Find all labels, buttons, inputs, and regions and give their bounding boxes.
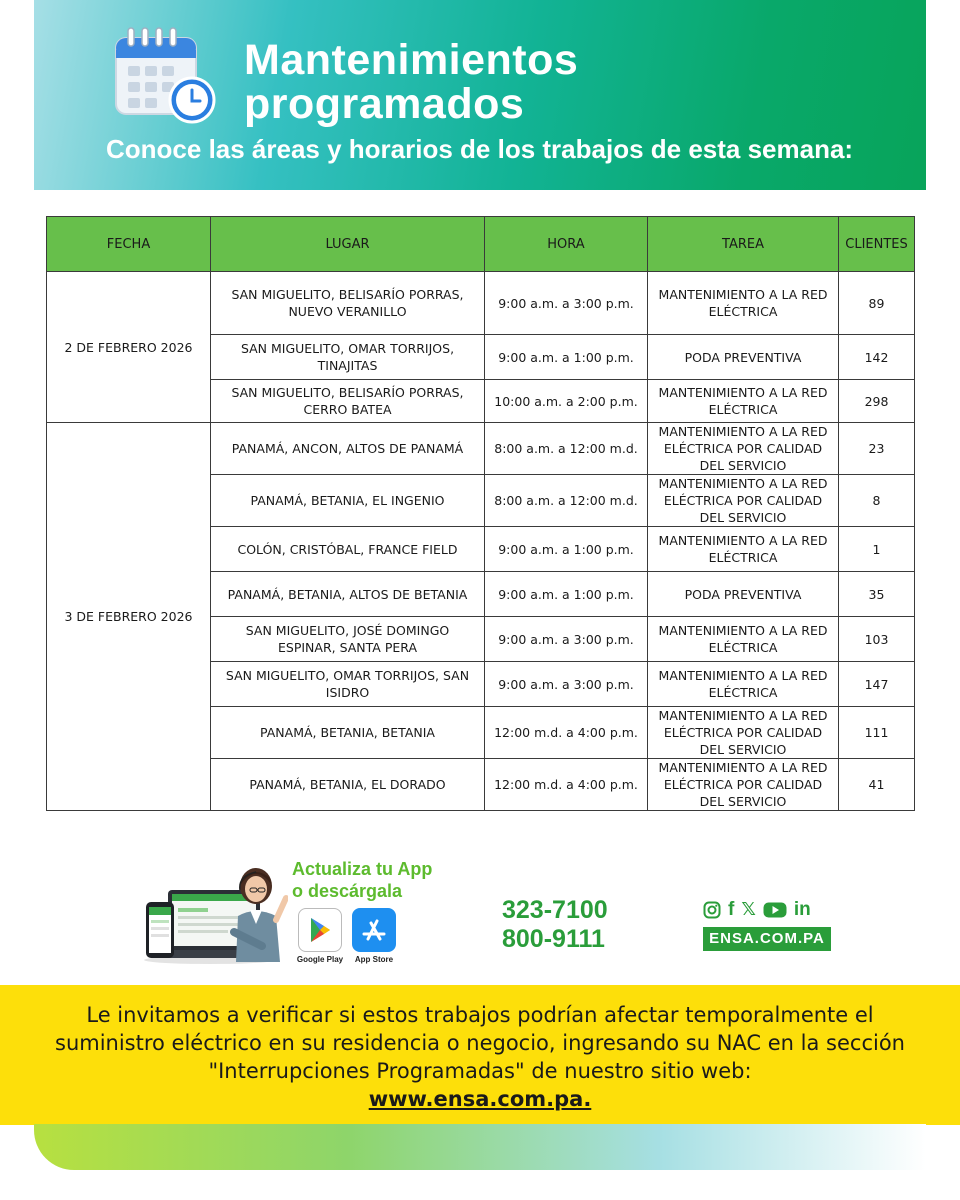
lugar-cell: SAN MIGUELITO, JOSÉ DOMINGO ESPINAR, SANTA PERA — [211, 617, 485, 662]
hora-cell: 9:00 a.m. a 3:00 p.m. — [485, 617, 648, 662]
hora-cell: 12:00 m.d. a 4:00 p.m. — [485, 707, 648, 759]
title-line-1: Mantenimientos — [244, 36, 579, 84]
clientes-cell: 147 — [839, 662, 915, 707]
clientes-cell: 111 — [839, 707, 915, 759]
tarea-cell: MANTENIMIENTO A LA RED ELÉCTRICA — [648, 272, 839, 335]
app-promo-line-1: Actualiza tu App — [292, 859, 433, 879]
hora-cell: 9:00 a.m. a 1:00 p.m. — [485, 527, 648, 572]
google-play-label: Google Play — [296, 955, 344, 964]
youtube-icon[interactable] — [763, 901, 787, 919]
tarea-cell: MANTENIMIENTO A LA RED ELÉCTRICA POR CALIDAD DEL SERVICIO — [648, 475, 839, 527]
lugar-cell: PANAMÁ, ANCON, ALTOS DE PANAMÁ — [211, 423, 485, 475]
notice-paragraph — [40, 1001, 920, 1113]
hora-cell: 9:00 a.m. a 1:00 p.m. — [485, 572, 648, 617]
header-lugar: LUGAR — [211, 217, 485, 272]
clientes-cell: 41 — [839, 759, 915, 811]
header-clientes: CLIENTES — [839, 217, 915, 272]
clientes-cell: 23 — [839, 423, 915, 475]
tarea-cell: PODA PREVENTIVA — [648, 572, 839, 617]
assistant-avatar — [226, 864, 288, 964]
table-row — [47, 272, 915, 335]
lugar-cell: PANAMÁ, BETANIA, ALTOS DE BETANIA — [211, 572, 485, 617]
table-header-row — [47, 217, 915, 272]
tarea-cell: MANTENIMIENTO A LA RED ELÉCTRICA POR CALIDAD DEL SERVICIO — [648, 759, 839, 811]
tarea-cell: MANTENIMIENTO A LA RED ELÉCTRICA — [648, 662, 839, 707]
website-badge[interactable]: ENSA.COM.PA — [703, 927, 831, 951]
clientes-cell: 142 — [839, 335, 915, 380]
notice-text: Le invitamos a verificar si estos trabajos podrían afectar temporalmente el suministro eléctrico en su residencia o negocio, ingresando su NAC en la sección "Interrupciones Programadas" de nuestro sitio web: — [55, 1003, 905, 1083]
clientes-cell: 89 — [839, 272, 915, 335]
hora-cell: 8:00 a.m. a 12:00 m.d. — [485, 423, 648, 475]
notice-banner — [0, 985, 960, 1125]
google-play-icon — [299, 909, 341, 951]
header-hora: HORA — [485, 217, 648, 272]
hora-cell: 9:00 a.m. a 3:00 p.m. — [485, 662, 648, 707]
app-store-icon — [353, 909, 395, 951]
hora-cell: 10:00 a.m. a 2:00 p.m. — [485, 380, 648, 423]
date-cell: 3 DE FEBRERO 2026 — [47, 423, 211, 811]
lugar-cell: PANAMÁ, BETANIA, EL INGENIO — [211, 475, 485, 527]
clientes-cell: 8 — [839, 475, 915, 527]
tarea-cell: MANTENIMIENTO A LA RED ELÉCTRICA POR CALIDAD DEL SERVICIO — [648, 423, 839, 475]
phone-number-2[interactable]: 800-9111 — [502, 925, 605, 953]
header-banner — [34, 0, 926, 190]
hora-cell: 9:00 a.m. a 3:00 p.m. — [485, 272, 648, 335]
social-links — [703, 900, 811, 920]
tarea-cell: PODA PREVENTIVA — [648, 335, 839, 380]
app-promo-line-2: o descárgala — [292, 881, 403, 901]
app-promo-title — [292, 858, 432, 902]
date-cell: 2 DE FEBRERO 2026 — [47, 272, 211, 423]
title-line-2: programados — [244, 80, 525, 128]
tarea-cell: MANTENIMIENTO A LA RED ELÉCTRICA — [648, 617, 839, 662]
tarea-cell: MANTENIMIENTO A LA RED ELÉCTRICA — [648, 380, 839, 423]
calendar-clock-icon — [112, 24, 218, 124]
clientes-cell: 1 — [839, 527, 915, 572]
app-store-label: App Store — [354, 955, 394, 964]
clientes-cell: 298 — [839, 380, 915, 423]
app-store-button[interactable] — [352, 908, 396, 952]
lugar-cell: SAN MIGUELITO, OMAR TORRIJOS, SAN ISIDRO — [211, 662, 485, 707]
lugar-cell: SAN MIGUELITO, BELISARÍO PORRAS, CERRO BATEA — [211, 380, 485, 423]
google-play-button[interactable] — [298, 908, 342, 952]
linkedin-icon[interactable]: in — [793, 899, 811, 920]
instagram-icon[interactable] — [703, 901, 721, 919]
hora-cell: 8:00 a.m. a 12:00 m.d. — [485, 475, 648, 527]
clientes-cell: 35 — [839, 572, 915, 617]
schedule-table — [46, 216, 915, 811]
header-fecha: FECHA — [47, 217, 211, 272]
hora-cell: 12:00 m.d. a 4:00 p.m. — [485, 759, 648, 811]
page-subtitle: Conoce las áreas y horarios de los trabajos de esta semana: — [106, 134, 854, 164]
facebook-icon[interactable]: f — [728, 899, 735, 920]
lugar-cell: SAN MIGUELITO, OMAR TORRIJOS, TINAJITAS — [211, 335, 485, 380]
table-row — [47, 423, 915, 475]
hora-cell: 9:00 a.m. a 1:00 p.m. — [485, 335, 648, 380]
tarea-cell: MANTENIMIENTO A LA RED ELÉCTRICA — [648, 527, 839, 572]
lugar-cell: PANAMÁ, BETANIA, EL DORADO — [211, 759, 485, 811]
website-link[interactable]: www.ensa.com.pa. — [368, 1087, 592, 1111]
header-tarea: TAREA — [648, 217, 839, 272]
phone-number-1[interactable]: 323-7100 — [502, 896, 608, 924]
lugar-cell: COLÓN, CRISTÓBAL, FRANCE FIELD — [211, 527, 485, 572]
page-title — [244, 38, 578, 126]
lugar-cell: PANAMÁ, BETANIA, BETANIA — [211, 707, 485, 759]
clientes-cell: 103 — [839, 617, 915, 662]
contact-phones — [502, 896, 608, 954]
lugar-cell: SAN MIGUELITO, BELISARÍO PORRAS, NUEVO VERANILLO — [211, 272, 485, 335]
bottom-decoration — [34, 1124, 926, 1170]
x-icon[interactable]: 𝕏 — [741, 899, 756, 920]
tarea-cell: MANTENIMIENTO A LA RED ELÉCTRICA POR CALIDAD DEL SERVICIO — [648, 707, 839, 759]
